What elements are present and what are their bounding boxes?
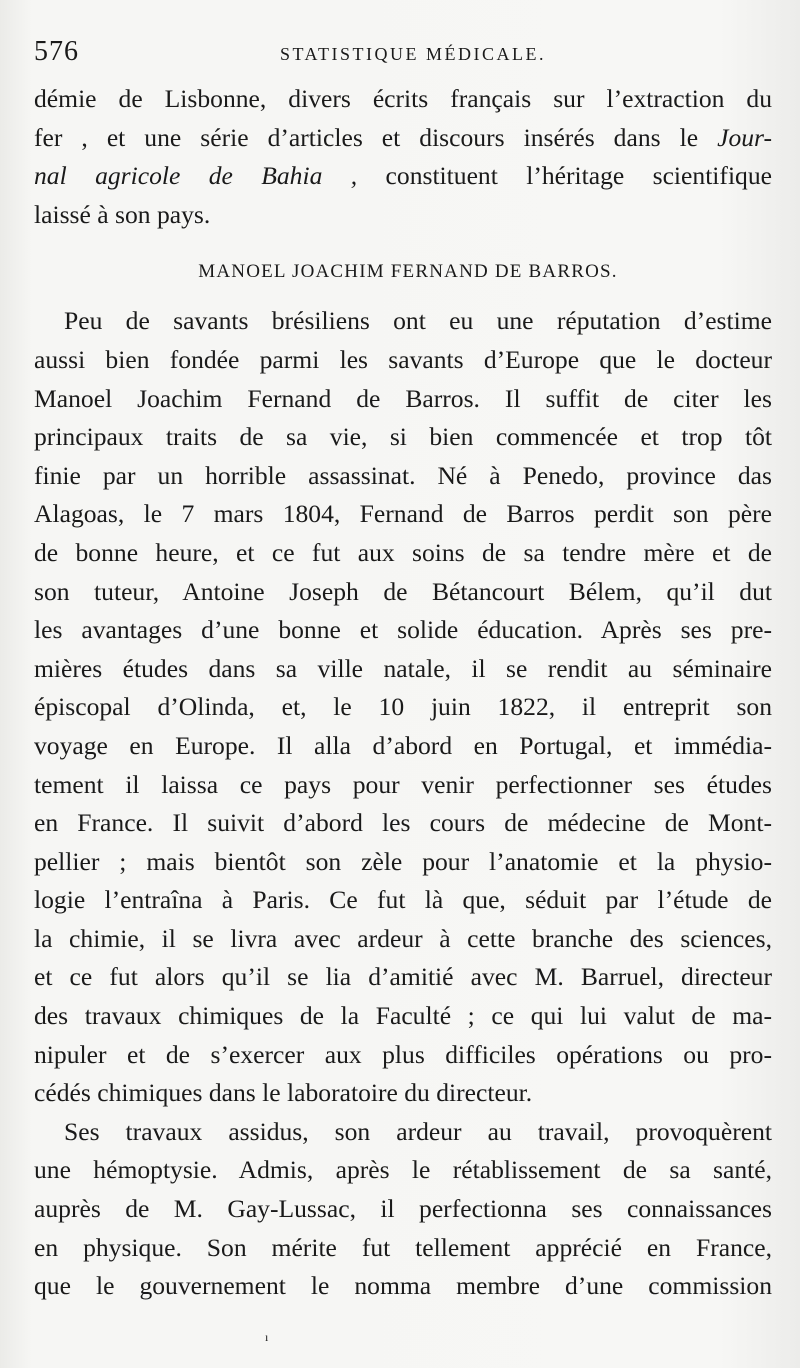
text-line: Alagoas, le 7 mars 1804, Fernand de Barros perdit son père — [34, 499, 772, 529]
text-line: Manoel Joachim Fernand de Barros. Il suffit de citer les — [34, 383, 772, 413]
text-line: que le gouvernement le nomma membre d’une commission — [34, 1271, 772, 1301]
text-line — [34, 157, 772, 196]
italic-journal-title: Jour- — [717, 122, 773, 152]
main-text — [34, 80, 772, 1306]
text-line: une hémoptysie. Admis, après le rétablissement de sa santé, — [34, 1155, 772, 1185]
text-line: laissé à son pays. — [34, 199, 211, 229]
text-line: de bonne heure, et ce fut aux soins de sa tendre mère et de — [34, 537, 772, 567]
printer-mark: ı — [265, 1330, 269, 1344]
text-segment: fer , et une série d’articles et discours insérés dans le — [34, 122, 699, 152]
text-line: tement il laissa ce pays pour venir perfectionner ses études — [34, 769, 772, 799]
text-line: en physique. Son mérite fut tellement apprécié en France, — [34, 1232, 772, 1262]
text-line: pellier ; mais bientôt son zèle pour l’anatomie et la physio- — [34, 846, 772, 876]
text-line: nipuler et de s’exercer aux plus difficiles opérations ou pro- — [34, 1039, 772, 1069]
text-line: auprès de M. Gay-Lussac, il perfectionna ses connaissances — [34, 1194, 772, 1224]
text-line: voyage en Europe. Il alla d’abord en Portugal, et immédia- — [34, 730, 772, 760]
text-line: et ce fut alors qu’il se lia d’amitié avec M. Barruel, directeur — [34, 962, 772, 992]
section-heading: MANOEL JOACHIM FERNAND DE BARROS. — [198, 261, 618, 283]
text-line: la chimie, il se livra avec ardeur à cette branche des sciences, — [34, 923, 772, 953]
text-line: logie l’entraîna à Paris. Ce fut là que, séduit par l’étude de — [34, 885, 772, 915]
text-line: démie de Lisbonne, divers écrits français sur l’extraction du — [34, 84, 772, 113]
text-line: principaux traits de sa vie, si bien commencée et trop tôt — [34, 422, 772, 452]
text-line: des travaux chimiques de la Faculté ; ce qui lui valut de ma- — [34, 1001, 772, 1031]
text-line: aussi bien fondée parmi les savants d’Europe que le docteur — [34, 344, 772, 374]
paragraph-2 — [34, 302, 772, 1112]
page-header — [34, 36, 772, 80]
text-line: les avantages d’une bonne et solide éducation. Après ses pre- — [34, 615, 772, 645]
text-line: Peu de savants brésiliens ont eu une réputation d’estime — [64, 306, 772, 336]
running-head: STATISTIQUE MÉDICALE. — [279, 44, 547, 64]
italic-place-name: Bahia , — [261, 161, 358, 191]
text-segment: constituent l’héritage scientifique — [385, 161, 773, 191]
paragraph-3 — [34, 1113, 772, 1306]
text-line: Ses travaux assidus, son ardeur au travail, provoquèrent — [64, 1116, 772, 1146]
text-line — [34, 119, 772, 158]
text-line: en France. Il suivit d’abord les cours de médecine de Mont- — [34, 808, 772, 838]
page-number: 576 — [34, 36, 79, 67]
text-line: mières études dans sa ville natale, il se rendit au séminaire — [34, 653, 772, 683]
text-line: épiscopal d’Olinda, et, le 10 juin 1822, il entreprit son — [34, 692, 772, 722]
text-line: son tuteur, Antoine Joseph de Bétancourt Bélem, qu’il dut — [34, 576, 772, 606]
text-line: cédés chimiques dans le laboratoire du directeur. — [34, 1078, 533, 1108]
text-line: finie par un horrible assassinat. Né à Penedo, province das — [34, 460, 772, 490]
italic-journal-title-cont: nal agricole de — [34, 161, 233, 191]
paragraph-1 — [34, 80, 772, 234]
